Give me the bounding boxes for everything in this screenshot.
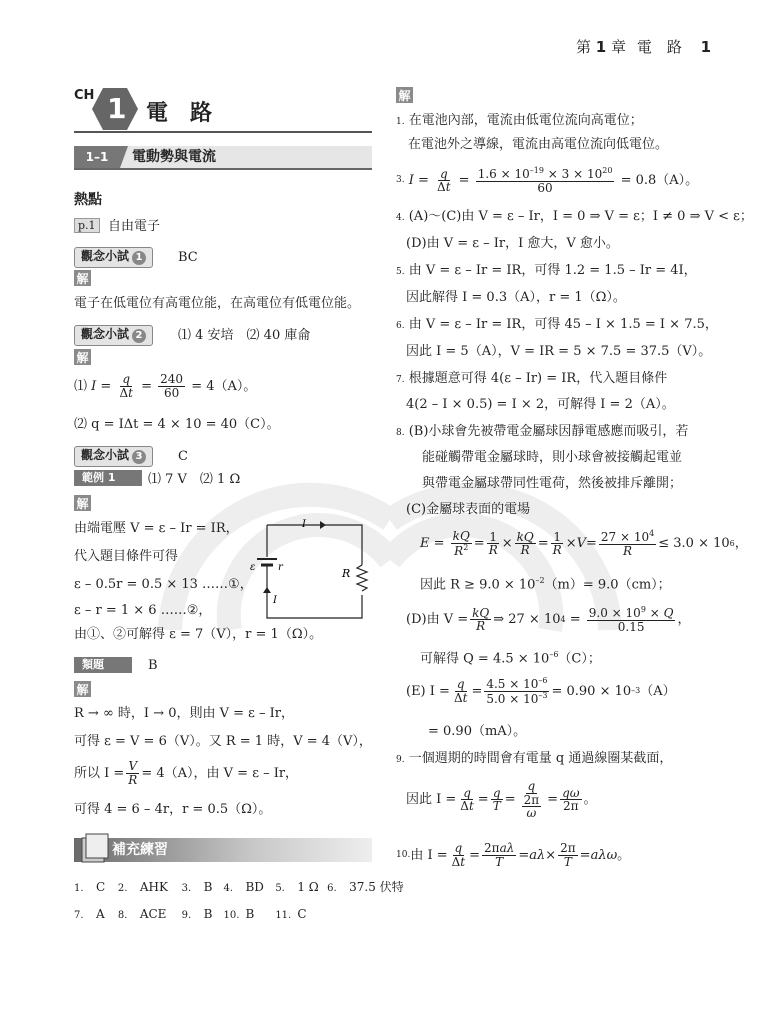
quiz2-sol2: ⑵ q = IΔt = 4 × 10 = 40（C）。 <box>74 417 280 432</box>
chapter-rule <box>74 131 372 133</box>
solution-7: 7. 根據題意可得 4(ε – Ir) = IR，代入題目條件 <box>396 371 668 386</box>
quiz2-answer: ⑴ 4 安培 ⑵ 40 庫侖 <box>178 328 311 343</box>
answer-row: 1. C 2. AHK 3. B 4. BD 5. 1 Ω 6. 37.5 伏特 <box>74 880 404 894</box>
solution-7-cont: 4(2 – I × 0.5) = I × 2，可解得 I = 2（A）。 <box>406 397 675 412</box>
quiz2-sol1: ⑴ I = $\frac{q}{\Delta t}$ = $\frac{240}{60}$ = 4（A）。 <box>74 372 257 400</box>
similar-tag: 類題 <box>74 657 132 673</box>
running-header: 第 1 章 電 路 1 <box>576 38 712 56</box>
section-number: 1–1 <box>74 146 120 168</box>
example1-line: ε – 0.5r = 0.5 × 13 ……①， <box>74 577 253 592</box>
supplement-title: 補充練習 <box>112 842 168 858</box>
similar-line: R → ∞ 時，I → 0，則由 V = ε – Ir， <box>74 706 294 721</box>
section-title: 電動勢與電流 <box>132 149 216 165</box>
similar-answer: B <box>148 658 158 673</box>
quiz-tag-1: 觀念小試 1 <box>74 247 153 268</box>
current-label: I <box>302 519 306 530</box>
example1-line: ε – r = 1 × 6 ……②， <box>74 603 212 618</box>
solution-9-cont: 因此 I = $\frac{q}{\Delta t}$ = $\frac{q}{T}$ = $\frac{q}{\frac{2\pi}{\omega}}$ = $\frac{q\omega}{2\pi}$ 。 <box>406 779 597 821</box>
solution-tag: 解 <box>74 349 91 365</box>
solution-tag: 解 <box>74 681 91 697</box>
solution-8-cont: (C)金屬球表面的電場 <box>406 502 531 517</box>
solution-6: 6. 由 V = ε – Ir = IR，可得 45 – I × 1.5 = I × 7.5， <box>396 317 718 332</box>
resistor-label: R <box>342 567 351 580</box>
solution-8-cont: 與帶電金屬球帶同性電荷，然後被排斥離開； <box>422 476 683 491</box>
circuit-diagram <box>240 515 370 625</box>
solution-8-cont: 能碰觸帶電金屬球時，則小球會被接觸起電並 <box>422 450 683 465</box>
quiz-tag-2: 觀念小試 2 <box>74 325 153 346</box>
page-ref: p.1 <box>74 218 100 233</box>
solution-9: 9. 一個週期的時間會有電量 q 通過線圈某截面， <box>396 751 673 766</box>
similar-line: 可得 ε = V = 6（V）。又 R = 1 時，V = 4（V）， <box>74 734 372 749</box>
solution-tag: 解 <box>396 87 413 103</box>
hotspot-term: 自由電子 <box>108 219 161 234</box>
solution-10: 10. 由 I = $\frac{q}{\Delta t}$ = $\frac{\text{2πaλ}}{T}$ = aλ × $\frac{2\pi}{T}$ = aλω 。 <box>396 841 631 869</box>
example1-line: 代入題目條件可得 <box>74 549 179 564</box>
example-tag: 範例 1 <box>74 470 142 486</box>
quiz3-answer: C <box>178 449 188 464</box>
solution-8-e: (E) I = $\frac{q}{\Delta t}$ = $\frac{4.5 \times 10^{-6}}{5.0 \times 10^{-3}}$ = 0.90 × 10 –3 （A） <box>406 676 676 706</box>
solution-5: 5. 由 V = ε – Ir = IR，可得 1.2 = 1.5 – Ir = 4I， <box>396 263 697 278</box>
internal-resistance-label: r <box>278 562 283 573</box>
solution-5-cont: 因此解得 I = 0.3（A），r = 1（Ω）。 <box>406 290 626 305</box>
answer-row: 7. A 8. ACE 9. B 10. B 11. C <box>74 907 307 921</box>
hotspot-title: 熱點 <box>74 192 102 208</box>
quiz-tag-3: 觀念小試 3 <box>74 446 153 467</box>
solution-4-cont: (D)由 V = ε – Ir，I 愈大，V 愈小。 <box>406 236 619 251</box>
quiz1-solution: 電子在低電位有高電位能，在高電位有低電位能。 <box>74 296 361 311</box>
solution-3: 3. I = $\frac{q}{\Delta t}$ = $\frac{1.6 \times 10^{-19} \times 3 \times 10^{20}}{60}$ = 0.8（A）。 <box>396 166 699 195</box>
current-label: I <box>273 595 277 606</box>
example1-line: 由①、②可解得 ε = 7（V），r = 1（Ω）。 <box>74 627 323 642</box>
section-slant <box>120 146 128 168</box>
solution-1-cont: 在電池外之導線，電流由高電位流向低電位。 <box>408 137 669 152</box>
solution-6-cont: 因此 I = 5（A），V = IR = 5 × 7.5 = 37.5（V）。 <box>406 344 712 359</box>
solution-tag: 解 <box>74 495 91 511</box>
solution-8-cont: = 0.90（mA）。 <box>428 724 527 739</box>
similar-line: 可得 4 = 6 – 4r，r = 0.5（Ω）。 <box>74 802 272 817</box>
solution-8: 8. (B)小球會先被帶電金屬球因靜電感應而吸引，若 <box>396 424 689 439</box>
solution-8-cont: 因此 $R \ge 9.0 \times 10^{-2}(m)= 9.0(cm)$； <box>420 576 671 593</box>
solution-tag: 解 <box>74 270 91 286</box>
emf-label: ε <box>250 562 256 573</box>
solution-8-d: (D)由 V = $\frac{kQ}{R}$ ⇒ 27 × 10 4 = $\frac{9.0 \times 10^9 \times Q}{0.15}$ ， <box>406 605 691 634</box>
similar-line: 所以 I = $\frac{V}{R}$ = 4（A），由 V = ε – Ir， <box>74 759 299 787</box>
book-icon <box>80 832 110 864</box>
solution-4: 4. (A)～(C)由 V = ε – Ir，I = 0 ⇒ V = ε；I ≠ 0 ⇒ V < ε； <box>396 209 753 224</box>
solution-8-field: E = $\frac{kQ}{R^2}$ = $\frac{1}{R}$ × $\frac{kQ}{R}$ = $\frac{1}{R}$ × V = $\frac{27 \times 10^4}{R}$ ≤ 3.0 × 10 6 ， <box>420 529 748 558</box>
example1-line: 由端電壓 V = ε – Ir = IR， <box>74 521 239 536</box>
solution-8-cont: 可解得 $Q = 4.5 \times 10^{-6}(C)$； <box>420 650 601 667</box>
quiz1-answer: BC <box>178 250 198 265</box>
example1-answer: ⑴ 7 V ⑵ 1 Ω <box>148 472 241 487</box>
solution-1: 1. 在電池內部，電流由低電位流向高電位； <box>396 113 643 128</box>
